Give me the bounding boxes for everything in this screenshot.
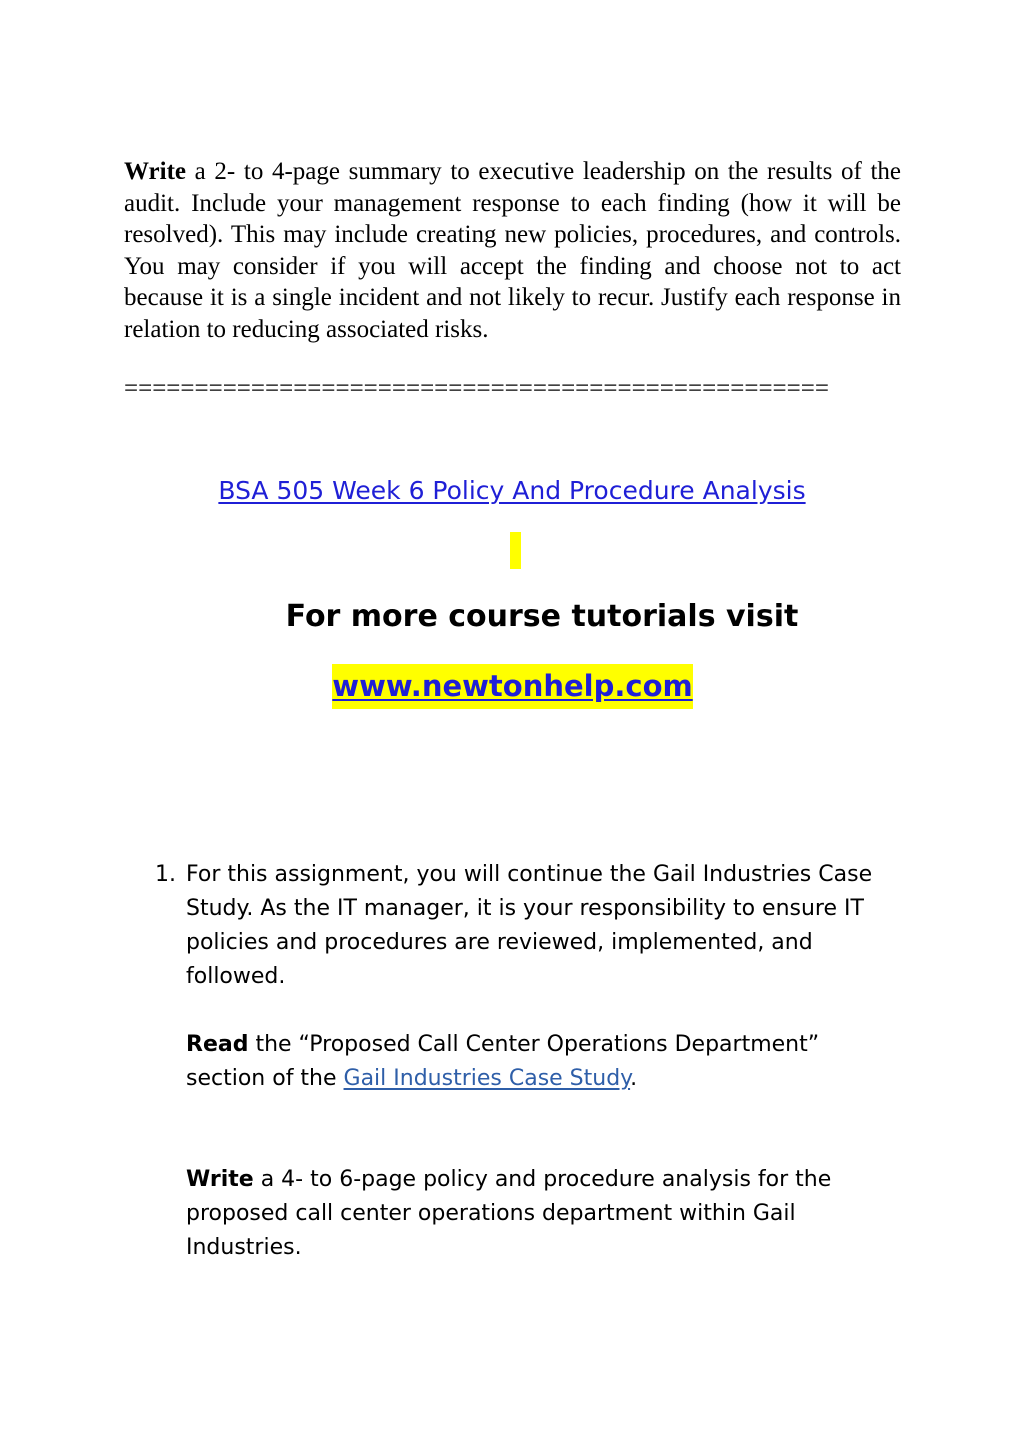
list-paragraph-write [186, 1163, 896, 1265]
write-text: a 4- to 6-page policy and procedure analysis for the proposed call center operations department within Gail Industries. [186, 1167, 832, 1260]
site-link[interactable]: www.newtonhelp.com [332, 669, 693, 703]
highlight-marker [510, 532, 521, 569]
visit-heading: For more course tutorials visit [285, 599, 799, 634]
site-link-highlight [332, 664, 693, 709]
intro-text: a 2- to 4-page summary to executive leadership on the results of the audit. Include your management response to each finding (how it will be resolved). This may include creating new policies, procedures, and controls. You may consider if you will accept the finding and choose not to act because it is a single incident and not likely to recur. Justify each response in relation to reducing associated risks. [124, 158, 901, 343]
intro-paragraph [124, 156, 901, 345]
list-item-body [186, 858, 896, 1265]
list-paragraph-read [186, 1028, 896, 1096]
read-text-pre: the “Proposed Call Center Operations Department” section of the [186, 1032, 820, 1091]
read-text-post: . [630, 1066, 638, 1091]
separator-line: ================================================== [124, 375, 829, 402]
case-study-link[interactable]: Gail Industries Case Study [343, 1066, 631, 1091]
intro-bold-word: Write [124, 158, 187, 185]
read-bold-word: Read [186, 1032, 249, 1057]
list-paragraph-assignment: For this assignment, you will continue the Gail Industries Case Study. As the IT manager, it is your responsibility to ensure IT policies and procedures are reviewed, implemented, and followed. [186, 862, 873, 989]
list-item-number: 1. [155, 862, 176, 887]
course-title-link[interactable]: BSA 505 Week 6 Policy And Procedure Analysis [218, 476, 806, 505]
title-link-line [0, 473, 1024, 509]
write-bold-word: Write [186, 1167, 254, 1192]
